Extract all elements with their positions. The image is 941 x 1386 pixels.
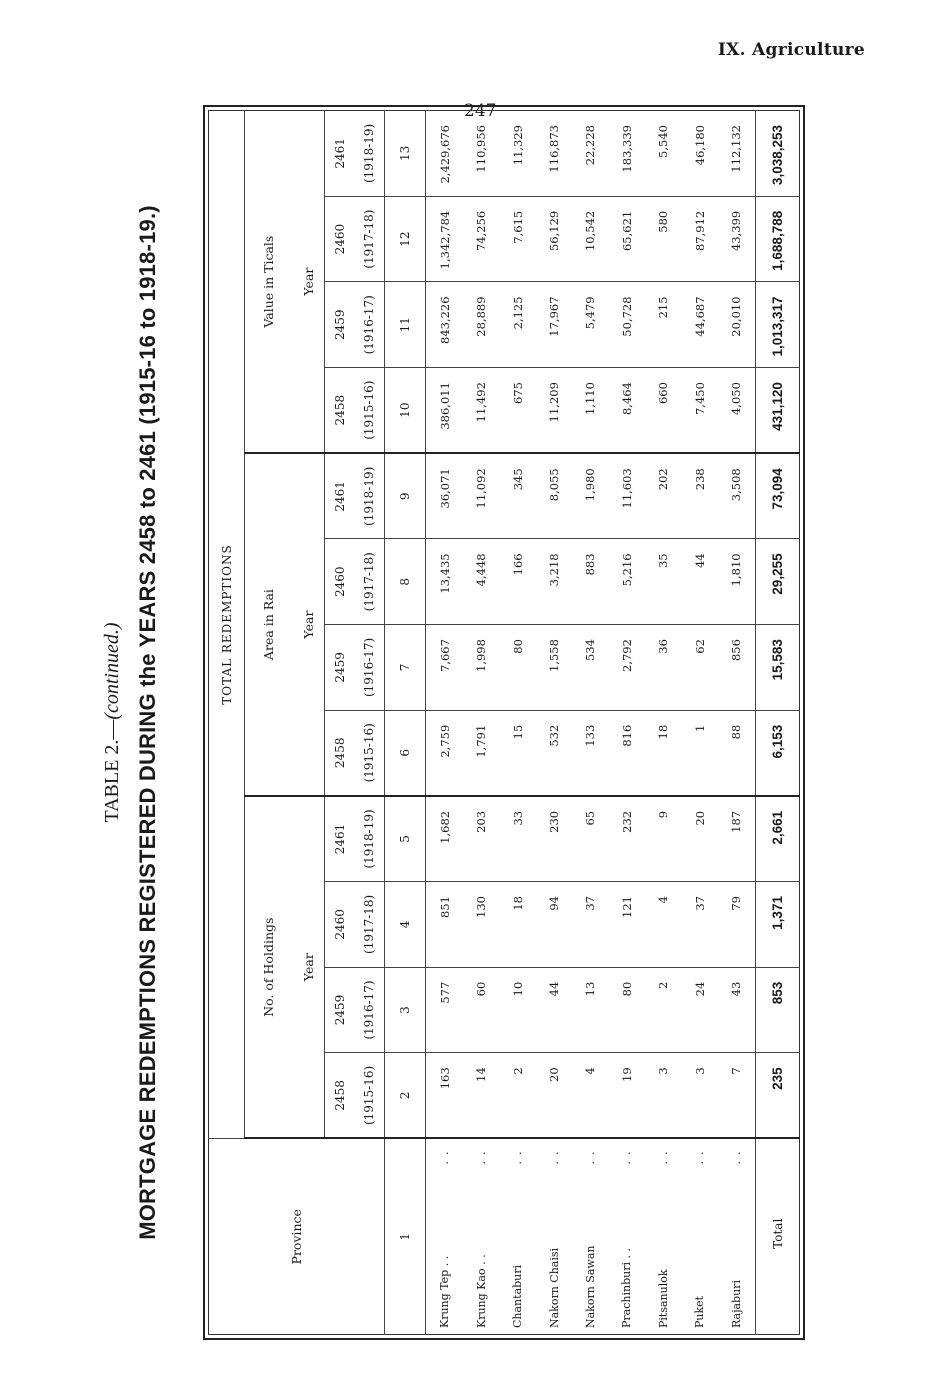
leader-dots: .. (474, 1145, 488, 1165)
year-be-header: 2461 (325, 796, 355, 882)
table-row (500, 111, 536, 1335)
total-cell: 235 (756, 1053, 800, 1139)
column-number: 1 (385, 1139, 426, 1335)
province-name (463, 1139, 499, 1335)
table-row (645, 111, 681, 1335)
mortgage-redemptions-table (208, 110, 800, 1335)
total-label-cell (756, 1139, 800, 1335)
table-cell: 10,542 (572, 196, 608, 282)
table-cell: 1,810 (718, 539, 756, 625)
table-title-line1 (98, 105, 126, 1340)
table-cell: 65 (572, 796, 608, 882)
column-number: 8 (385, 539, 426, 625)
leader-dots: .. (656, 1145, 670, 1165)
year-ad-header: (1917-18) (355, 882, 385, 968)
table-cell: 33 (500, 796, 536, 882)
column-number: 6 (385, 710, 426, 796)
year-ad-header: (1918-19) (355, 111, 385, 197)
table-row (718, 111, 756, 1335)
table-cell: 2,125 (500, 282, 536, 368)
table-cell: 675 (500, 368, 536, 454)
table-cell: 580 (645, 196, 681, 282)
table-cell: 28,889 (463, 282, 499, 368)
table-row (609, 111, 645, 1335)
table-cell: 11,329 (500, 111, 536, 197)
province-label: Nakorn Sawan (583, 1245, 597, 1328)
total-row (756, 111, 800, 1335)
table-cell: 230 (536, 796, 572, 882)
table-cell: 80 (500, 625, 536, 711)
leader-dots: .. (511, 1145, 525, 1165)
province-name (426, 1139, 464, 1335)
year-ad-header: (1917-18) (355, 539, 385, 625)
total-cell: 6,153 (756, 710, 800, 796)
province-name (572, 1139, 608, 1335)
table-cell: 11,492 (463, 368, 499, 454)
table-cell: 1,791 (463, 710, 499, 796)
table-cell: 121 (609, 882, 645, 968)
year-be-header: 2459 (325, 967, 355, 1053)
table-cell: 851 (426, 882, 464, 968)
table-cell: 577 (426, 967, 464, 1053)
table-cell: 87,912 (681, 196, 717, 282)
table-cell: 2,792 (609, 625, 645, 711)
table-cell: 44,687 (681, 282, 717, 368)
total-cell: 1,688,788 (756, 196, 800, 282)
table-cell: 2,759 (426, 710, 464, 796)
value-header: Value in Ticals (245, 111, 293, 454)
table-cell: 187 (718, 796, 756, 882)
province-label: Puket (693, 1295, 707, 1328)
table-cell: 130 (463, 882, 499, 968)
table-cell: 37 (572, 882, 608, 968)
table-frame (203, 105, 805, 1340)
table-cell: 110,956 (463, 111, 499, 197)
table-cell: 44 (681, 539, 717, 625)
leader-dots: .. (693, 1145, 707, 1165)
holdings-year-label: Year (293, 796, 325, 1139)
table-row (463, 111, 499, 1335)
table-cell: 11,209 (536, 368, 572, 454)
table-cell: 79 (718, 882, 756, 968)
section-heading: IX. Agriculture (717, 40, 865, 60)
table-label: TABLE 2.— (101, 719, 123, 823)
table-cell: 94 (536, 882, 572, 968)
table-cell: 5,479 (572, 282, 608, 368)
table-cell: 133 (572, 710, 608, 796)
table-cell: 14 (463, 1053, 499, 1139)
table-cell: 3,508 (718, 453, 756, 539)
total-cell: 853 (756, 967, 800, 1053)
leader-dots: .. (583, 1145, 597, 1165)
table-cell: 74,256 (463, 196, 499, 282)
table-cell: 80 (609, 967, 645, 1053)
table-cell: 88 (718, 710, 756, 796)
column-number: 4 (385, 882, 426, 968)
leader-dots: .. (729, 1145, 743, 1165)
table-cell: 1,558 (536, 625, 572, 711)
total-cell: 3,038,253 (756, 111, 800, 197)
total-cell: 431,120 (756, 368, 800, 454)
table-cell: 1,110 (572, 368, 608, 454)
year-be-header: 2458 (325, 368, 355, 454)
table-cell: 15 (500, 710, 536, 796)
province-label: Rajaburi (729, 1280, 743, 1328)
year-ad-header: (1916-17) (355, 625, 385, 711)
total-cell: 2,661 (756, 796, 800, 882)
table-cell: 1 (681, 710, 717, 796)
table-cell: 44 (536, 967, 572, 1053)
table-cell: 856 (718, 625, 756, 711)
column-number: 9 (385, 453, 426, 539)
column-number: 2 (385, 1053, 426, 1139)
table-cell: 22,228 (572, 111, 608, 197)
province-name (645, 1139, 681, 1335)
year-ad-header: (1916-17) (355, 967, 385, 1053)
year-be-header: 2460 (325, 196, 355, 282)
year-be-header: 2458 (325, 1053, 355, 1139)
table-cell: 13,435 (426, 539, 464, 625)
province-label: Krung Tep . . (438, 1255, 452, 1328)
year-be-header: 2461 (325, 453, 355, 539)
column-number: 7 (385, 625, 426, 711)
table-cell: 8,055 (536, 453, 572, 539)
table-cell: 35 (645, 539, 681, 625)
province-label: Nakorn Chaisi (547, 1247, 561, 1328)
table-cell: 1,980 (572, 453, 608, 539)
table-cell: 7,615 (500, 196, 536, 282)
table-cell: 532 (536, 710, 572, 796)
table-cell: 50,728 (609, 282, 645, 368)
table-cell: 5,216 (609, 539, 645, 625)
table-cell: 11,092 (463, 453, 499, 539)
year-ad-header: (1915-16) (355, 1053, 385, 1139)
province-name (609, 1139, 645, 1335)
table-cell: 202 (645, 453, 681, 539)
year-ad-header: (1915-16) (355, 710, 385, 796)
table-cell: 660 (645, 368, 681, 454)
table-cell: 11,603 (609, 453, 645, 539)
holdings-header: No. of Holdings (245, 796, 293, 1139)
year-be-header: 2459 (325, 625, 355, 711)
year-be-header: 2461 (325, 111, 355, 197)
total-cell: 29,255 (756, 539, 800, 625)
year-be-header: 2460 (325, 539, 355, 625)
year-be-header: 2460 (325, 882, 355, 968)
total-redemptions-header: TOTAL REDEMPTIONS (209, 111, 245, 1139)
year-ad-header: (1915-16) (355, 368, 385, 454)
table-cell: 46,180 (681, 111, 717, 197)
table-cell: 163 (426, 1053, 464, 1139)
table-cell: 10 (500, 967, 536, 1053)
table-cell: 37 (681, 882, 717, 968)
table-cell: 4,050 (718, 368, 756, 454)
province-name (718, 1139, 756, 1335)
table-cell: 883 (572, 539, 608, 625)
column-number: 3 (385, 967, 426, 1053)
table-cell: 345 (500, 453, 536, 539)
table-cell: 238 (681, 453, 717, 539)
province-label: Pitsanulok (656, 1269, 670, 1328)
table-cell: 36 (645, 625, 681, 711)
table-cell: 7,450 (681, 368, 717, 454)
table-cell: 20,010 (718, 282, 756, 368)
table-cell: 816 (609, 710, 645, 796)
table-cell: 4 (645, 882, 681, 968)
table-cell: 7 (718, 1053, 756, 1139)
table-cell: 18 (500, 882, 536, 968)
province-name (500, 1139, 536, 1335)
table-cell: 36,071 (426, 453, 464, 539)
table-cell: 18 (645, 710, 681, 796)
year-ad-header: (1918-19) (355, 796, 385, 882)
total-cell: 73,094 (756, 453, 800, 539)
table-cell: 534 (572, 625, 608, 711)
table-cell: 4 (572, 1053, 608, 1139)
area-header: Area in Rai (245, 453, 293, 796)
leader-dots: .. (620, 1145, 634, 1165)
table-cell: 62 (681, 625, 717, 711)
table-cell: 5,540 (645, 111, 681, 197)
table-cell: 3,218 (536, 539, 572, 625)
table-continued: (continued.) (101, 622, 123, 720)
table-cell: 43,399 (718, 196, 756, 282)
total-label: Total (770, 1218, 785, 1249)
table-cell: 2 (500, 1053, 536, 1139)
province-label: Krung Kao . . (474, 1254, 488, 1328)
year-ad-header: (1918-19) (355, 453, 385, 539)
total-cell: 1,371 (756, 882, 800, 968)
table-cell: 20 (681, 796, 717, 882)
leader-dots: .. (438, 1145, 452, 1165)
table-cell: 2,429,676 (426, 111, 464, 197)
column-number: 5 (385, 796, 426, 882)
table-cell: 4,448 (463, 539, 499, 625)
total-cell: 1,013,317 (756, 282, 800, 368)
table-cell: 9 (645, 796, 681, 882)
province-name (536, 1139, 572, 1335)
year-ad-header: (1917-18) (355, 196, 385, 282)
table-cell: 3 (645, 1053, 681, 1139)
column-number: 11 (385, 282, 426, 368)
rotated-table-block (95, 105, 805, 1340)
year-ad-header: (1916-17) (355, 282, 385, 368)
table-title: MORTGAGE REDEMPTIONS REGISTERED DURING the YEARS 2458 to 2461 (1915-16 to 1918-19.) (135, 205, 160, 1240)
year-be-header: 2459 (325, 282, 355, 368)
table-cell: 7,667 (426, 625, 464, 711)
table-cell: 112,132 (718, 111, 756, 197)
table-row (426, 111, 464, 1335)
table-cell: 20 (536, 1053, 572, 1139)
province-label: Chantaburi (511, 1264, 525, 1328)
table-cell: 203 (463, 796, 499, 882)
table-cell: 116,873 (536, 111, 572, 197)
column-number: 13 (385, 111, 426, 197)
table-cell: 24 (681, 967, 717, 1053)
table-row (536, 111, 572, 1335)
leader-dots: .. (547, 1145, 561, 1165)
column-number: 10 (385, 368, 426, 454)
table-cell: 166 (500, 539, 536, 625)
year-be-header: 2458 (325, 710, 355, 796)
province-label: Prachinburi . . (620, 1248, 634, 1328)
table-row (572, 111, 608, 1335)
total-cell: 15,583 (756, 625, 800, 711)
table-cell: 19 (609, 1053, 645, 1139)
table-cell: 843,226 (426, 282, 464, 368)
table-cell: 56,129 (536, 196, 572, 282)
table-cell: 1,998 (463, 625, 499, 711)
table-cell: 13 (572, 967, 608, 1053)
table-cell: 386,011 (426, 368, 464, 454)
table-row (681, 111, 717, 1335)
table-cell: 3 (681, 1053, 717, 1139)
table-cell: 65,621 (609, 196, 645, 282)
table-cell: 43 (718, 967, 756, 1053)
table-cell: 17,967 (536, 282, 572, 368)
table-cell: 1,342,784 (426, 196, 464, 282)
table-cell: 60 (463, 967, 499, 1053)
province-header: Province (209, 1139, 385, 1335)
table-cell: 2 (645, 967, 681, 1053)
table-cell: 8,464 (609, 368, 645, 454)
table-cell: 215 (645, 282, 681, 368)
table-cell: 232 (609, 796, 645, 882)
province-name (681, 1139, 717, 1335)
area-year-label: Year (293, 453, 325, 796)
value-year-label: Year (293, 111, 325, 454)
table-cell: 183,339 (609, 111, 645, 197)
column-number: 12 (385, 196, 426, 282)
table-cell: 1,682 (426, 796, 464, 882)
page-number: 247 (464, 101, 497, 121)
